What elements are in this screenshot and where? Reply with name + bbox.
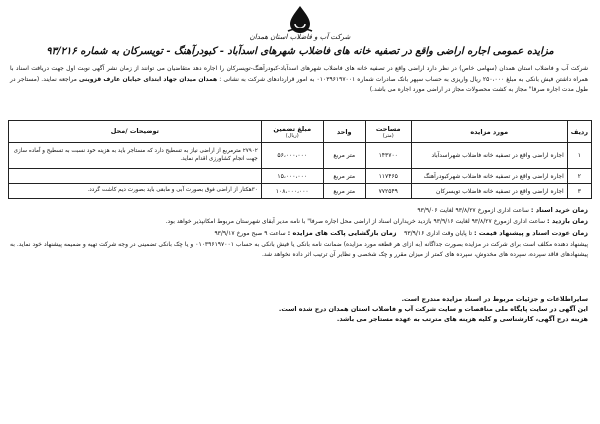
header-row-number: ردیف (567, 121, 591, 143)
cell-row-number: ۲ (567, 169, 591, 184)
header-amount-unit: (ریال) (285, 132, 299, 139)
purchase-label: زمان خرید اسناد : (530, 206, 588, 214)
header-unit: واحد (323, 121, 365, 143)
table-row (9, 143, 592, 169)
intro-text: شرکت آب و فاضلاب استان همدان (سهامی خاص) در نظر دارد اراضی واقع در تصفیه خانه های فاضلاب شهرهای اسدآباد-کبودرآهنگ-تویسرکان را اجاره دهد متقاضیان می توانند از زمان نشر آگهی نوبت اول جهت دریافت اسناد با همراه داشتن فیش بانکی به مبلغ ۲۵۰،۰۰۰ ریال واریزی به حساب سپهر بانک صادرات شماره ۰۱۰۳۹۶۱۹۷۰۰۱ به امور قراردادهای شرکت به نشانی : (10, 65, 589, 83)
intro-paragraph (10, 64, 588, 96)
lots-table (8, 120, 592, 199)
cell-area: ۷۷۲۵۴۹ (365, 184, 411, 199)
cell-subject: اجاره اراضی واقع در تصفیه خانه فاضلاب شهراسدآباد (411, 143, 567, 169)
intro-text-2: مراجعه نمایند. (مستاجر در طول مدت اجاره صرفا" مجاز به کشت محصولات مجاز در اراضی مورد اجاره می باشد.) (10, 75, 588, 93)
header-area-unit: (متر) (382, 132, 394, 139)
purchase-text: ساعت اداری ازمورخ ۹۳/۸/۲۷ لغایت ۹۳/۹/۰۶ (417, 207, 529, 214)
cell-row-number: ۱ (567, 143, 591, 169)
notice-title: مزایده عمومی اجاره اراضی واقع در تصفیه خانه های فاضلاب شهرهای اسدآباد - کبودرآهنگ - تویسرکان به شماره ۹۳/۲۱۶ (46, 46, 554, 57)
cell-description (9, 169, 262, 184)
cell-description: ۲۷۹۰۲ مترمربع از اراضی نیاز به تسطیح دارد که مستاجر باید به هزینه خود نسبت به تسطیح و آماده سازی جهت انجام کشاورزی اقدام نماید. (9, 143, 262, 169)
cell-subject: اجاره اراضی واقع در تصفیه خانه فاضلاب شهرکبودرآهنگ (411, 169, 567, 184)
cell-amount: ۱۰۸،۰۰۰،۰۰۰ (261, 184, 323, 199)
header-amount-label: مبلغ تضمین (273, 124, 312, 133)
footer-line: سایراطلاعات و جزئیات مربوط در اسناد مزایده مندرج است. (401, 295, 588, 303)
return-label: زمان عودت اسناد و پیشنهاد قیمت : (474, 229, 588, 237)
cell-subject: اجاره اراضی واقع در تصفیه خانه فاضلاب تویسرکان (411, 184, 567, 199)
company-logo-icon (284, 4, 316, 34)
footer-line: این آگهی در سایت پایگاه ملی مناقصات و سایت شرکت آب و فاضلاب استان همدان درج شده است. (278, 305, 588, 313)
company-name: شرکت آب و فاضلاب استان همدان (249, 33, 351, 41)
guarantee-paragraph: پیشنهاد دهنده مکلف است برای شرکت در مزایده بصورت جداگانه (به ازای هر قطعه مورد مزایده) ضمانت نامه بانکی یا فیش بانکی به حساب ۰۱۰۳۹۶۱۹۷۰۰۱ و یا چک بانکی تضمینی در وجه شرکت تهیه و ضمیمه پیشنهاد خود نماید. به پیشنهادهای فاقد سپرده، سپرده های مخدوش، سپرده های کمتر از میزان مقرر و چک شخصی و نظایر آن ترتیب اثر داده نخواهد شد. (10, 241, 588, 259)
purchase-schedule (10, 205, 588, 216)
header-area-label: مساحت (375, 124, 401, 133)
cell-unit: متر مربع (323, 184, 365, 199)
cell-row-number: ۳ (567, 184, 591, 199)
header-amount (261, 121, 323, 143)
cell-amount: ۱۵،۰۰۰،۰۰۰ (261, 169, 323, 184)
opening-text: ساعت ۹ صبح مورخ ۹۳/۹/۱۷ (214, 230, 286, 237)
table-row (9, 169, 592, 184)
intro-address: همدان میدان جهاد ابتدای خیابان عارف قزوینی (78, 75, 218, 83)
cell-description: ۳۰هکتار از اراضی فوق بصورت آبی و مابقی باید بصورت دیم کاشت گردد. (9, 184, 262, 199)
header-description: توضیحات /محل (9, 121, 262, 143)
table-header-row (9, 121, 592, 143)
visit-label: زمان بازدید : (546, 217, 588, 225)
footer-line: هزینه درج آگهی، کارشناسی و کلیه هزینه های مترتب به عهده مستاجر می باشد. (336, 315, 588, 323)
header-area (365, 121, 411, 143)
table-row (9, 184, 592, 199)
visit-text: ساعت اداری ازمورخ ۹۳/۸/۲۷ لغایت ۹۳/۹/۱۶ بازدید خریداران اسناد از اراضی محل اجاره صرفا" با نامه مدیر آبفای شهرستان مربوط امکانپذیر خواهد بود. (165, 218, 546, 225)
cell-unit: متر مربع (323, 169, 365, 184)
header-subject: مورد مزایده (411, 121, 567, 143)
cell-area: ۱۱۷۴۶۵ (365, 169, 411, 184)
footer-notes (10, 294, 588, 324)
return-opening-schedule (10, 228, 588, 239)
opening-label: زمان بازگشایی پاکت های مزایده : (287, 229, 397, 237)
cell-unit: متر مربع (323, 143, 365, 169)
visit-schedule (10, 216, 588, 227)
cell-amount: ۵۶،۰۰۰،۰۰۰ (261, 143, 323, 169)
return-text: تا پایان وقت اداری ۹۳/۹/۱۶ (404, 230, 473, 237)
cell-area: ۱۴۳۷۰۰ (365, 143, 411, 169)
